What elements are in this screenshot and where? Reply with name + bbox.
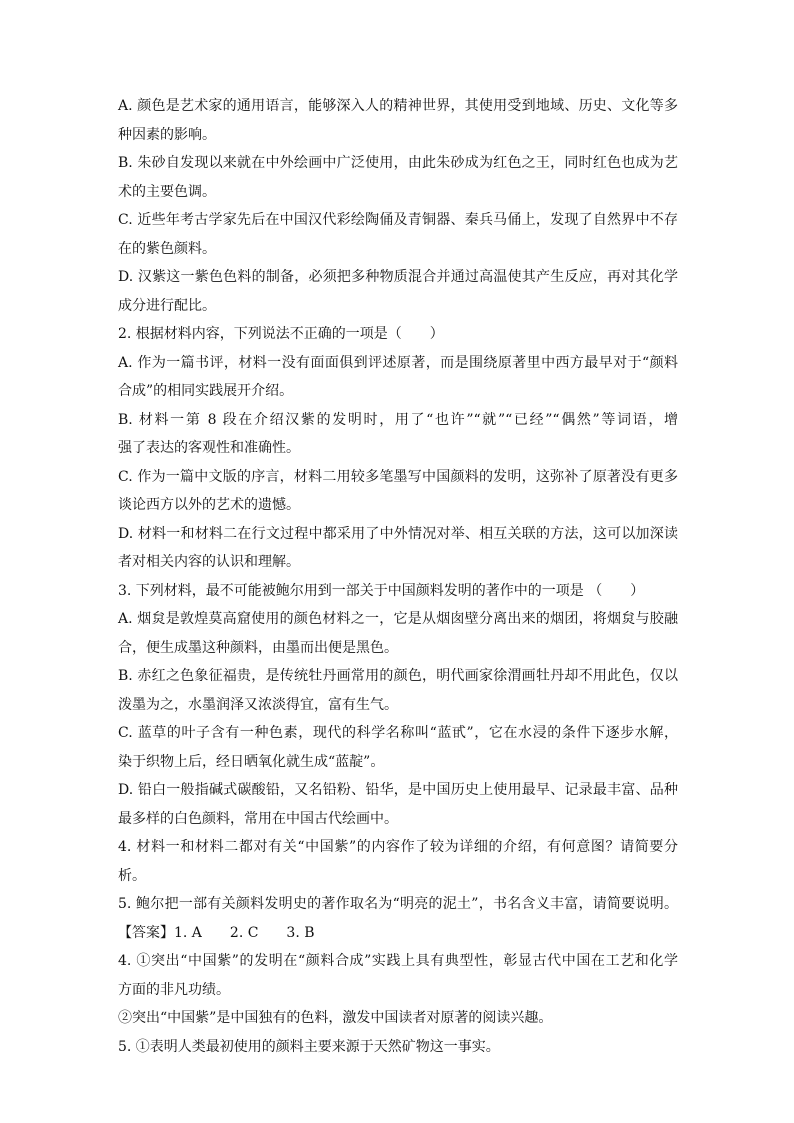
text-line: D. 材料一和材料二在行文过程中都采用了中外情况对举、相互关联的方法，这可以加深读	[118, 525, 678, 542]
text-line: C. 近些年考古学家先后在中国汉代彩绘陶俑及青铜器、秦兵马俑上，发现了自然界中不存	[118, 212, 678, 228]
text-line: 者对相关内容的认识和理解。	[118, 554, 300, 570]
text-line: 强了表达的客观性和准确性。	[118, 440, 300, 456]
text-line: 泼墨为之，水墨润泽又浓淡得宜，富有生气。	[118, 696, 398, 713]
text-line: D. 铅白一般指碱式碳酸铅，又名铅粉、铅华，是中国历史上使用最早、记录最丰富、品种	[118, 782, 678, 798]
text-line: 4. 材料一和材料二都对有关“中国紫”的内容作了较为详细的介绍，有何意图？请简要分	[118, 839, 678, 855]
text-line: D. 汉紫这一紫色色料的制备，必须把多种物质混合并通过高温使其产生反应，再对其化学	[118, 269, 678, 285]
text-line: 合，便生成墨这种颜料，由墨而出便是黑色。	[118, 639, 398, 656]
text-line: 3. 下列材料，最不可能被鲍尔用到一部关于中国颜料发明的著作中的一项是 （ ）	[118, 582, 645, 599]
text-line: 谈论西方以外的艺术的遗憾。	[118, 497, 300, 513]
text-line: ②突出“中国紫”是中国独有的色料，激发中国读者对原著的阅读兴趣。	[118, 1010, 553, 1026]
text-line: 最多样的白色颜料，常用在中国古代绘画中。	[118, 810, 398, 827]
text-line: B. 朱砂自发现以来就在中外绘画中广泛使用，由此朱砂成为红色之王，同时红色也成为艺	[118, 155, 678, 171]
text-line: C. 蓝草的叶子含有一种色素，现代的科学名称叫“蓝甙”，它在水浸的条件下逐步水解，	[118, 725, 678, 741]
text-line: 方面的非凡功绩。	[118, 981, 230, 998]
text-line: 5. 鲍尔把一部有关颜料发明史的著作取名为“明亮的泥土”，书名含义丰富，请简要说明。	[118, 896, 678, 912]
text-line: B. 材料一第 8 段在介绍汉紫的发明时，用了“也许”“就”“已经”“偶然”等词语，增	[118, 411, 678, 428]
text-line: 合成”的相同实践展开介绍。	[118, 383, 294, 399]
text-line: 【答案】1. A 2. C 3. B	[118, 924, 315, 941]
text-line: 析。	[118, 867, 146, 884]
text-line: 术的主要色调。	[118, 183, 216, 200]
text-line: 染于织物上后，经日晒氧化就生成“蓝靛”。	[118, 753, 385, 770]
text-line: B. 赤红之色象征福贵，是传统牡丹画常用的颜色，明代画家徐渭画牡丹却不用此色，仅以	[118, 668, 678, 684]
text-line: 5. ①表明人类最初使用的颜料主要来源于天然矿物这一事实。	[118, 1038, 500, 1055]
text-line: C. 作为一篇中文版的序言，材料二用较多笔墨写中国颜料的发明，这弥补了原著没有更多	[118, 468, 678, 485]
text-line: A. 烟炱是敦煌莫高窟使用的颜色材料之一，它是从烟囱壁分离出来的烟团，将烟炱与胶融	[118, 611, 678, 627]
text-line: A. 作为一篇书评，材料一没有面面俱到评述原著，而是围绕原著里中西方最早对于“颜料	[118, 354, 678, 371]
text-line: 2. 根据材料内容，下列说法不正确的一项是（ ）	[118, 326, 444, 342]
document-body	[118, 92, 678, 1061]
text-line: A. 颜色是艺术家的通用语言，能够深入人的精神世界，其使用受到地域、历史、文化等多	[118, 98, 678, 114]
text-line: 在的紫色颜料。	[118, 240, 216, 257]
text-line: 成分进行配比。	[118, 297, 216, 314]
text-line: 4. ①突出“中国紫”的发明在“颜料合成”实践上具有典型性，彰显古代中国在工艺和化学	[118, 953, 678, 969]
text-line: 种因素的影响。	[118, 126, 216, 143]
